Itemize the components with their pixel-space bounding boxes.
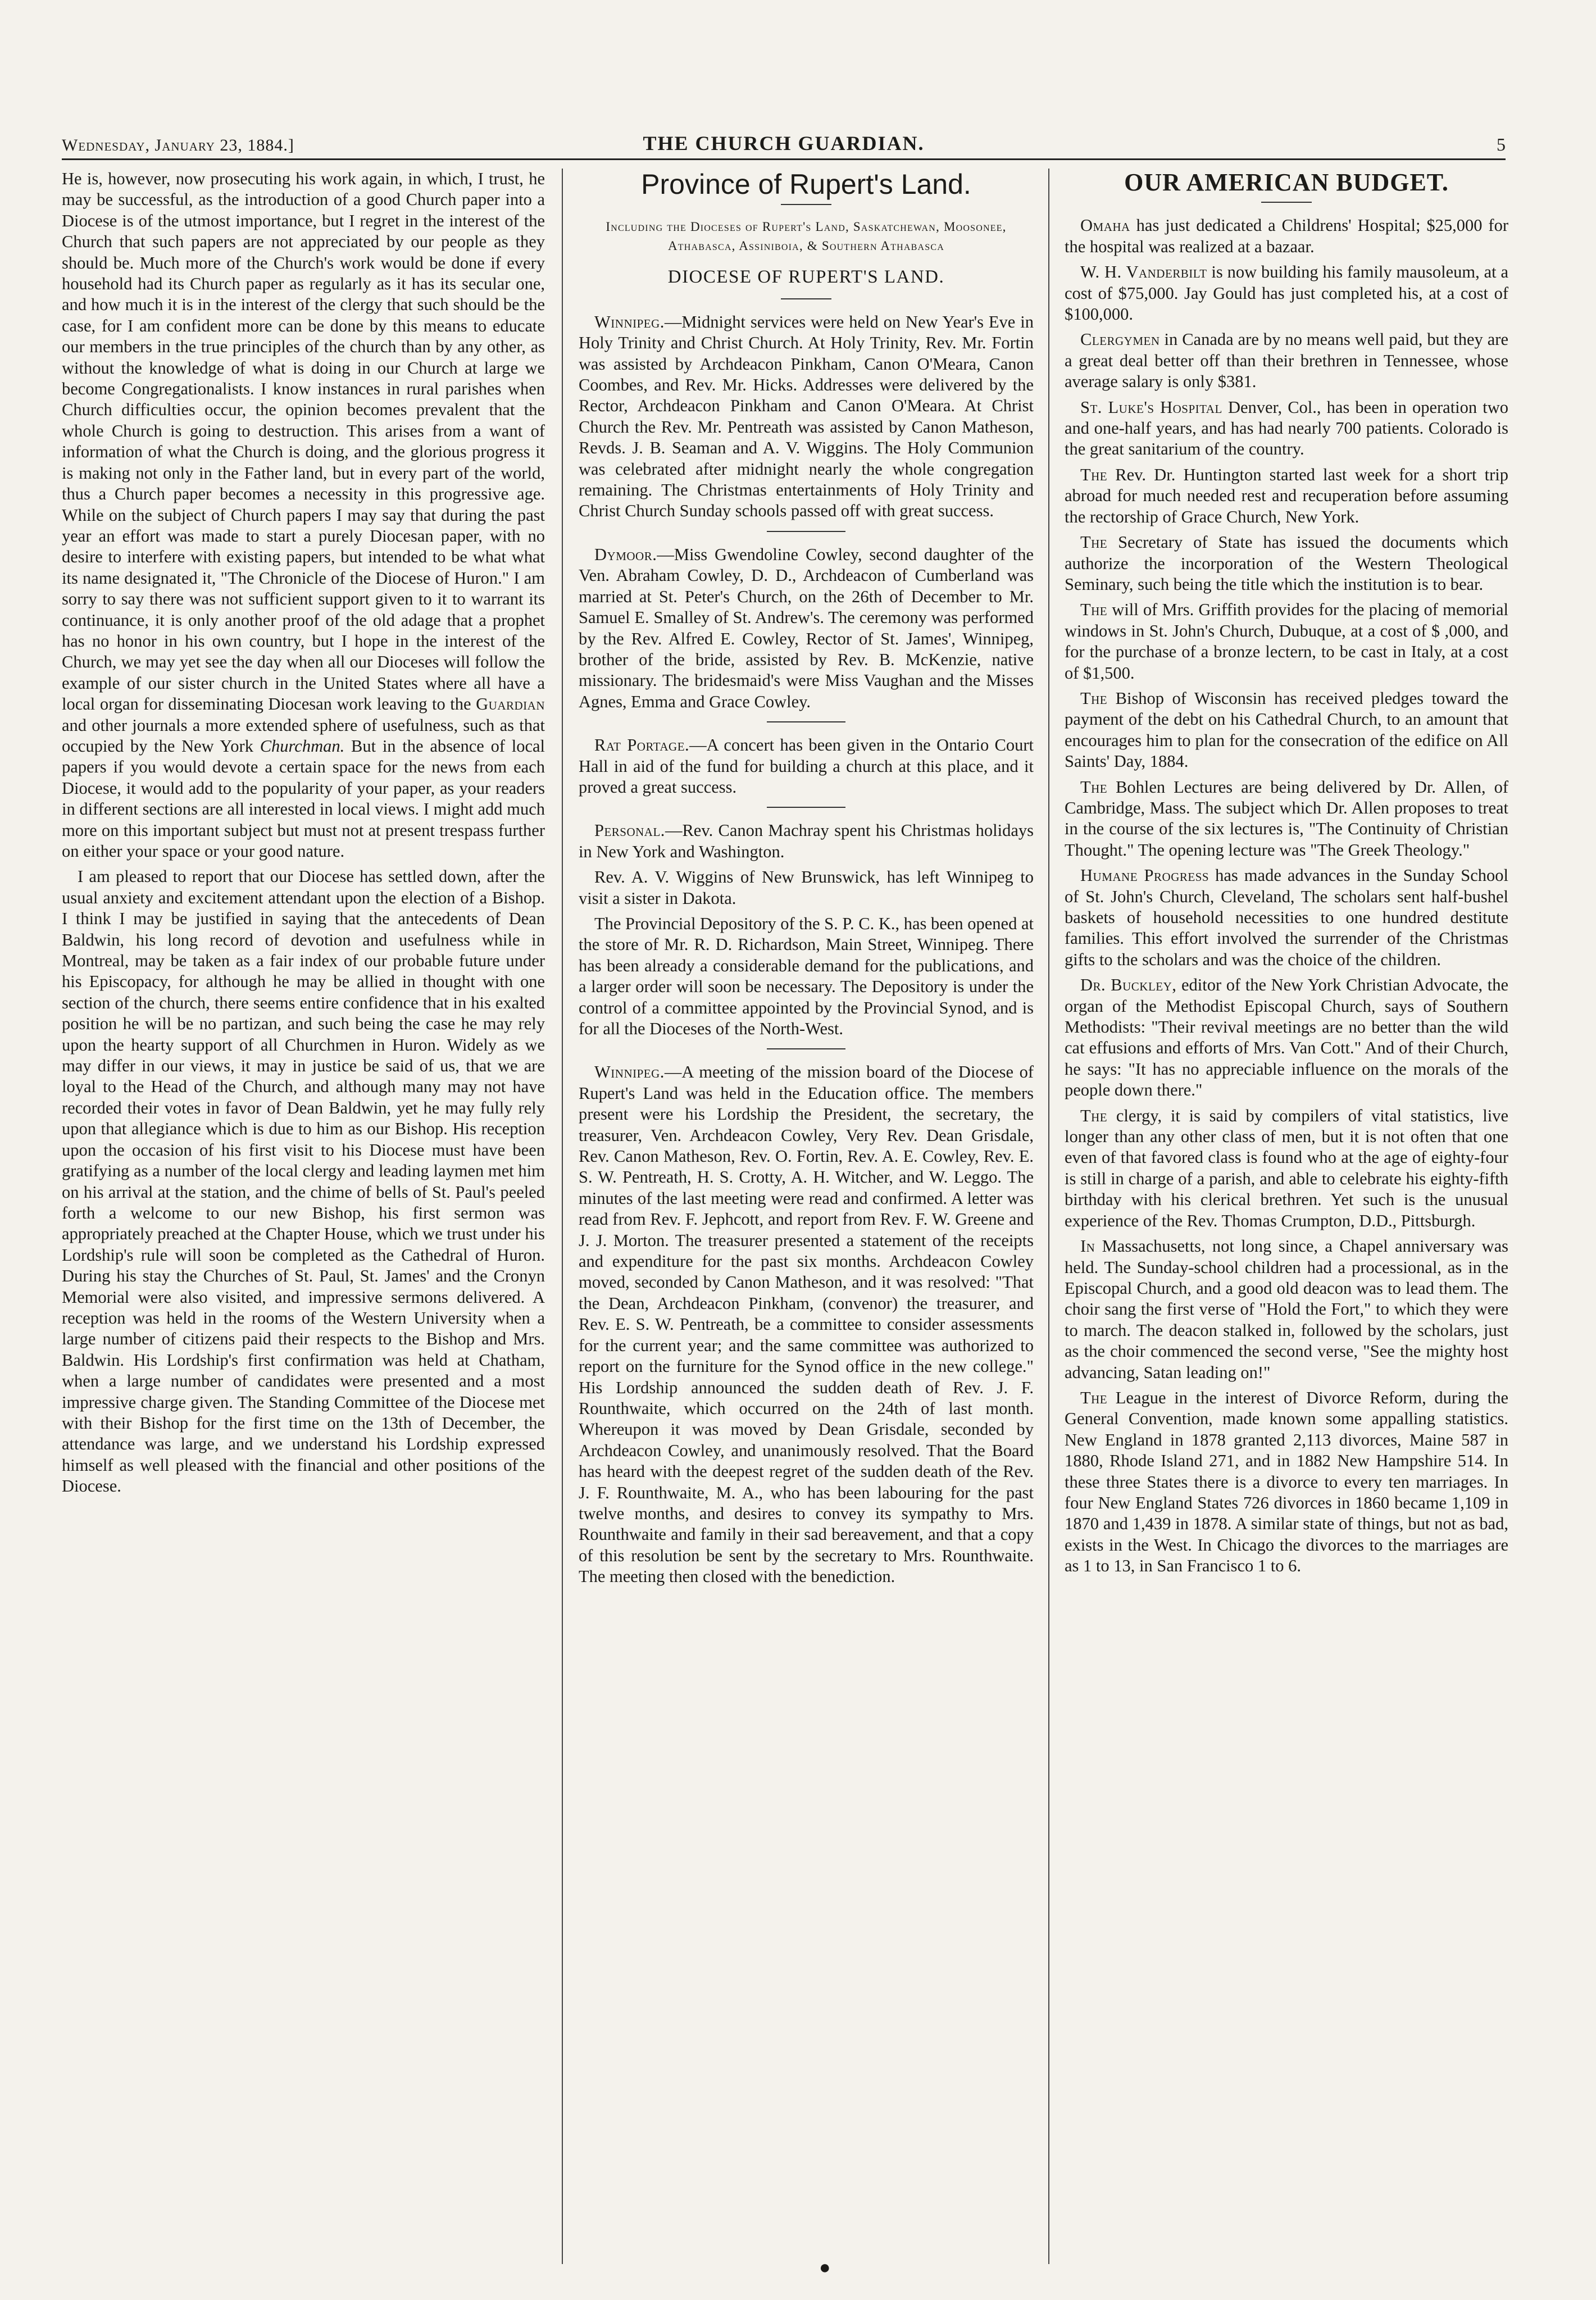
letter-paragraph: I am pleased to report that our Diocese has settled down, after the usual anxiety and excitement attendant upon the election of a Bishop. I think I may be justified in saying that the antecedents of Dean Baldwin, his long record of devotion and usefulness while in Montreal, may be taken as a fair index of our probable future under his Episcopacy, for although he may be allied in thought with one section of the church, there seems entire confidence that in his exalted position he will be no partizan, and such being the case he may rely upon the hearty support of all Churchmen in Huron. Widely as we may differ in our views, it may in justice be said of us, that we are loyal to the Head of the Church, and although many may not have recorded their votes in favor of Dean Baldwin, yet he may fully rely upon that allegiance which is due to him as our Bishop. His reception upon the occasion of his first visit to his Diocese must have been gratifying as a number of the local clergy and leading laymen met him on his arrival at the station, and the chime of bells of St. Paul's peeled forth a welcome to our new Bishop, his first sermon was appropriately preached at the Chapter House, which we trust under his Lordship's rule will soon be completed as the Cathedral of Huron. During his stay the Churches of St. Paul, St. James' and the Cronyn Memorial were also visited, and impressive sermons delivered. A reception was held in the rooms of the Western University when a large number of citizens paid their respects to the Bishop and Mrs. Baldwin. His Lordship's first confirmation was held at Chatham, when a large number of candidates were presented and a most impressive charge given. The Standing Committee of the Diocese met with their Bishop for the first time on the 13th of December, the attendance was large, and we understand his Lordship expressed himself as well pleased with the financial and other positions of the Diocese. (62, 867, 545, 1496)
budget-item (1065, 532, 1508, 595)
page-number: 5 (1497, 134, 1506, 154)
section-heading: Province of Rupert's Land. (641, 169, 971, 200)
budget-item (1065, 975, 1508, 1101)
budget-item-text: will of Mrs. Griffith provides for the placing of memorial windows in St. John's Church, Dubuque, at a cost of $ ,000, and for the purchase of a bronze lectern, to be cast in Italy, at a cost of $1,500. (1065, 600, 1508, 683)
budget-item-text: Denver, Col., has been in operation two and one-half years, and has had nearly 700 patients. Colorado is the great sanitarium of the country. (1065, 397, 1509, 459)
budget-heading: OUR AMERICAN BUDGET. (1124, 169, 1449, 196)
budget-item-text: Bohlen Lectures are being delivered by Dr. Allen, of Cambridge, Mass. The subject which Dr. Allen proposes to treat in the course of the six lectures is, "The Continuity of Christian Thought." The opening lecture was "The Greek Theology." (1065, 777, 1508, 860)
section-subheading: Including the Dioceses of Rupert's Land, Saskatchewan, Moosonee, Athabasca, Assiniboia, & Southern Athabasca (606, 220, 1007, 253)
budget-item-lead: W. H. Vanderbilt (1080, 262, 1207, 282)
budget-item (1065, 1236, 1508, 1383)
budget-item-text: has made advances in the Sunday School of St. John's Church, Cleveland, The scholars sent half-bushel baskets of household necessities to one hundred destitute families. This effort involved the surrender of the Christmas gifts to the scholars and was the choice of the children. (1065, 866, 1509, 969)
budget-item-text: League in the interest of Divorce Reform, during the General Convention, made known some appalling statistics. New England in 1878 granted 2,113 divorces, Maine 587 in 1880, Rhode Island 271, and in 1882 New Hampshire 514. In these three States there is a divorce to every ten marriages. In four New England States 726 divorces in 1860 became 1,109 in 1870 and 1,439 in 1878. A similar state of things, but not as bad, exists in the West. In Chicago the divorces to the marriages are as 1 to 13, in San Francisco 1 to 6. (1065, 1388, 1508, 1576)
news-item: Rev. A. V. Wiggins of New Brunswick, has left Winnipeg to visit a sister in Dakota. (579, 867, 1034, 908)
budget-item (1065, 329, 1508, 392)
news-item: Rat Portage.—A concert has been given in the Ontario Court Hall in aid of the fund for building a church at this place, and it proved a great success. (579, 735, 1034, 797)
budget-item-lead: Clergymen (1080, 330, 1160, 349)
news-item: Winnipeg.—Midnight services were held on New Year's Eve in Holy Trinity and Christ Church. At Holy Trinity, Rev. Mr. Fortin was assisted by Archdeacon Pinkham, Canon O'Meara, Canon Coombes, and Rev. Mr. Hicks. Addresses were delivered by the Rector, Archdeacon Pinkham and Canon O'Meara. At Christ Church the Rev. Mr. Pentreath was assisted by Canon Matheson, Revds. J. B. Seaman and A. V. Wiggins. The Holy Communion was celebrated after midnight nearly the whole congregation remaining. The Christmas entertainments of Holy Trinity and Christ Church Sunday schools passed off with great success. (579, 312, 1034, 521)
budget-item (1065, 465, 1508, 528)
separator (767, 1048, 845, 1049)
ink-mark: ● (819, 2257, 831, 2278)
budget-item-text: Bishop of Wisconsin has received pledges toward the payment of the debt on his Cathedral Church, to an amount that encourages him to plan for the consecration of the edifice on All Saints' Day, 1884. (1065, 688, 1508, 771)
budget-item-text: is now building his family mausoleum, at a cost of $75,000. Jay Gould has just completed his, at a cost of $100,000. (1065, 262, 1508, 324)
budget-list (1065, 215, 1508, 1576)
budget-item (1065, 777, 1508, 861)
budget-item (1065, 215, 1508, 257)
budget-item-lead: Humane Progress (1080, 866, 1209, 885)
diocese-heading: DIOCESE OF RUPERT'S LAND. (667, 267, 945, 288)
budget-item-lead: The (1080, 777, 1108, 797)
news-item: Dymoor.—Miss Gwendoline Cowley, second daughter of the Ven. Abraham Cowley, D. D., Archdeacon of Cumberland was married at St. Peter's Church, on the 26th of December to Mr. Samuel E. Smalley of St. Andrew's. The ceremony was performed by the Rev. Alfred E. Cowley, Rector of St. James', Winnipeg, brother of the bride, assisted by Rev. B. McKenzie, native missionary. The bridesmaid's were Miss Vaughan and the Misses Agnes, Emma and Grace Cowley. (579, 544, 1034, 711)
budget-item (1065, 397, 1508, 460)
budget-item-text: has just dedicated a Childrens' Hospital; $25,000 for the hospital was realized at a bazaar. (1065, 216, 1508, 256)
budget-item-lead: The (1080, 688, 1108, 708)
news-item: Winnipeg.—A meeting of the mission board of the Diocese of Rupert's Land was held in the Education office. The members present were his Lordship the President, the secretary, the treasurer, Ven. Archdeacon Cowley, Very Rev. Dean Grisdale, Rev. Canon Matheson, Rev. O. Fortin, Rev. A. E. Cowley, Rev. E. S. W. Pentreath, H. S. Crotty, A. H. Witcher, and W. Leggo. The minutes of the last meeting were read and confirmed. A letter was read from Rev. F. Jephcott, and report from Rev. F. W. Greene and J. J. Morton. The treasurer presented a statement of the receipts and expenditure for the past six months. Archdeacon Cowley moved, seconded by Canon Matheson, and it was resolved: "That the Dean, Archdeacon Pinkham, (convenor) the treasurer, and Rev. E. S. W. Pentreath, be a committee to consider assessments for the current year; and the same committee was authorized to report on the furniture for the Synod office in the new college." His Lordship announced the sudden death of Rev. J. F. Rounthwaite, which occurred on the 24th of last month. Whereupon it was moved by Dean Grisdale, seconded by Archdeacon Cowley, and unanimously resolved. That the Board has heard with the deepest regret of the sudden death of the Rev. J. F. Rounthwaite, M. A., who has been labouring for the past twelve months, and desires to convey its sympathy to Mrs. Rounthwaite and family in their sad bereavement, and that a copy of this resolution be sent by the secretary to Mrs. Rounthwaite. The meeting then closed with the benediction. (579, 1062, 1034, 1587)
separator (781, 298, 831, 299)
budget-item-lead: Omaha (1080, 216, 1130, 235)
column-province (579, 169, 1034, 1592)
budget-item (1065, 1106, 1508, 1231)
separator (767, 721, 845, 722)
header-date: Wednesday, January 23, 1884.] (62, 136, 294, 154)
budget-item-lead: The (1080, 465, 1108, 484)
separator (1261, 202, 1312, 203)
budget-item-text: editor of the New York Christian Advocate, the organ of the Methodist Episcopal Church, says of Southern Methodists: "Their revival meetings are no better than the wild cat effusions and efforts of Mrs. Van Cott." And of their Church, he says: "It has no appreciable influence on the morals of the people down there." (1065, 975, 1508, 1100)
budget-item-text: Rev. Dr. Huntington started last week for a short trip abroad for much needed rest and recuperation before assuming the rectorship of Grace Church, New York. (1065, 465, 1508, 526)
budget-item-text: in Canada are by no means well paid, but they are a great deal better off than their brethren in Tennessee, whose average salary is only $381. (1065, 330, 1508, 392)
budget-item-lead: The (1080, 1106, 1108, 1125)
page-header (62, 125, 1506, 160)
budget-item-text: Secretary of State has issued the documents which authorize the incorporation of the Western Theological Seminary, such being the title which the institution is to bear. (1065, 533, 1508, 594)
budget-item (1065, 262, 1508, 325)
budget-item-lead: The (1080, 1388, 1108, 1407)
budget-item (1065, 1388, 1508, 1577)
budget-item-text: clergy, it is said by compilers of vital statistics, live longer than any other class of men, but it is not often that one even of that favored class is found who at the age of eighty-four is still in charge of a parish, and able to celebrate his eighty-fifth birthday with his clerical brethren. Yet such is the unusual experience of the Rev. Thomas Crumpton, D.D., Pittsburgh. (1065, 1106, 1508, 1230)
column-rule-1 (562, 169, 563, 2264)
separator (767, 531, 845, 532)
budget-item-lead: In (1080, 1237, 1095, 1256)
news-item: Personal.—Rev. Canon Machray spent his Christmas holidays in New York and Washington. (579, 821, 1034, 861)
budget-item-lead: The (1080, 600, 1108, 620)
letter-paragraph: He is, however, now prosecuting his work again, in which, I trust, he may be successful, as the introduction of a good Church paper into a Diocese is of the utmost importance, but I regret in the interest of the Church that such papers are not appreciated by our people as they should be. Much more of the Church's work would be done if every household had its Church paper as regularly as it has its secular one, and how much it is in the interest of the clergy that such should be the case, for I am confident more can be done by this means to educate our members in the true principles of the church than by any other, as without the knowledge of what is doing in our Church at large we become Congregationalists. I know instances in rural parishes when Church difficulties occur, the opinion becomes prevalent that the whole Church is going to destruction. This arises from a want of information of what the Church is doing, and the glorious progress it is making not only in the Father land, but in every part of the world, thus a Church paper becomes a necessity in this progressive age. While on the subject of Church papers I may say that during the past year an effort was made to start a purely Diocesan paper, with no desire to interfere with existing papers, but intended to be what what its name designated it, "The Chronicle of the Diocese of Huron." I am sorry to say there was not sufficient support given to it to warrant its continuance, it is only another proof of the old adage that a prophet has no honor in his own country, but I hope in the interest of the Church, we may yet see the day when all our Dioceses will follow the example of our sister church in the United States where all have a local organ for disseminating Diocesan work leaving to the Guardian and other journals a more extended sphere of usefulness, such as that occupied by the New York Churchman. But in the absence of local papers if you would devote a certain space for the news from each Diocese, it would add to the popularity of your paper, as your readers in different sections are all interested in local views. I might add much more on this important subject but must not at present trespass further on either your space or your good nature. (62, 169, 545, 861)
masthead-title: THE CHURCH GUARDIAN. (643, 132, 925, 154)
news-item: The Provincial Depository of the S. P. C. K., has been opened at the store of Mr. R. D. Richardson, Main Street, Winnipeg. There has been already a considerable demand for the publications, and a larger order will soon be necessary. The Depository is under the control of a committee appointed by the Provincial Synod, and is for all the Dioceses of the North-West. (579, 913, 1034, 1038)
separator (767, 807, 845, 808)
budget-item (1065, 688, 1508, 772)
column-budget (1065, 169, 1508, 1581)
budget-item (1065, 865, 1508, 970)
column-letter (62, 169, 545, 1502)
budget-item (1065, 599, 1508, 684)
budget-item-lead: The (1080, 533, 1108, 552)
budget-item-text: Massachusetts, not long since, a Chapel anniversary was held. The Sunday-school children had a processional, as in the Episcopal Church, and a good old deacon was to lead them. The choir sang the first verse of "Hold the Fort," to which they were to march. The deacon stalked in, followed by the scholars, just as the choir commenced the second verse, "See the mighty host advancing, Satan leading on!" (1065, 1237, 1508, 1382)
budget-item-lead: St. Luke's Hospital (1080, 397, 1222, 417)
column-rule-2 (1048, 169, 1049, 2264)
budget-item-lead: Dr. Buckley, (1080, 975, 1177, 995)
separator (781, 204, 831, 205)
